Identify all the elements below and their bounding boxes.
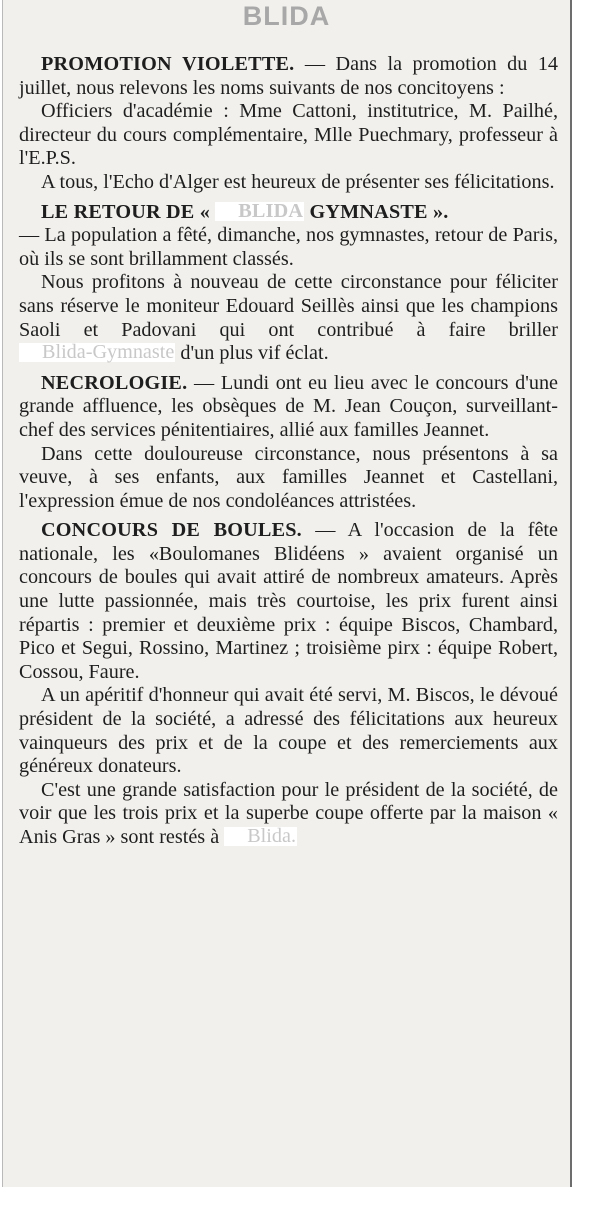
redacted-text: BLIDA (215, 202, 304, 221)
redacted-text: Blida. (224, 827, 297, 846)
article-kicker: PROMOTION VIOLETTE. (41, 53, 295, 75)
article-promotion (19, 53, 558, 100)
article-paragraph: A tous, l'Echo d'Alger est heureux de présenter ses félicitations. (41, 170, 555, 193)
article-paragraph: Dans cette douloureuse circonstance, nous présentons à sa veuve, à ses enfants, aux familles Jeannet et Castellani, l'expression émue de nos condoléances attristées. (19, 442, 558, 512)
article-retour (19, 201, 558, 225)
article-paragraph: — Lundi ont eu lieu avec le concours d'une grande affluence, les obsèques de M. Jean Couçon, surveillant-chef des services pénitentiaires, allié aux familles Jeannet. (19, 371, 558, 441)
section-heading: BLIDA (242, 1, 331, 31)
article-paragraph: Nous profitons à nouveau de cette circonstance pour féliciter sans réserve le moniteur Edouard Seillès ainsi que les champions Saoli et Padovani qui ont contribué à faire briller Blida-Gymnaste d'un plus vif éclat. (19, 271, 558, 365)
article-kicker: CONCOURS DE BOULES. (41, 519, 302, 542)
redacted-text: Blida-Gymnaste (19, 343, 175, 362)
article-text (3, 53, 570, 850)
article-paragraph: Officiers d'académie : Mme Cattoni, institutrice, M. Pailhé, directeur du cours complémentaire, Mlle Puechmary, professeur à l'E.P.S. (19, 100, 558, 170)
article-paragraph: C'est une grande satisfaction pour le président de la société, de voir que les trois prix et la superbe coupe offerte par la maison « Anis Gras » sont restés à Blida. (19, 778, 558, 848)
article-necrologie (19, 372, 558, 443)
article-kicker: NECROLOGIE. (41, 371, 188, 394)
article-paragraph: — A l'occasion de la fête nationale, les «Boulomanes Blidéens » avaient organisé un concours de boules qui avait attiré de nombreux amateurs. Après une lutte passionnée, mais très courtoise, les prix furent ainsi répartis : premier et deuxième prix : équipe Biscos, Chambard, Pico et Segui, Rossino, Martinez ; troisième pirx : équipe Robert, Cossou, Faure. (19, 519, 558, 683)
article-paragraph: — La population a fêté, dimanche, nos gymnastes, retour de Paris, où ils se sont brillamment classés. (19, 224, 558, 270)
article-boules (19, 519, 558, 684)
article-kicker: LE RETOUR DE « BLIDA GYMNASTE ». (41, 199, 449, 223)
article-paragraph: — Dans la promotion du 14 juillet, nous relevons les noms suivants de nos concitoyens : (19, 53, 559, 99)
article-paragraph: A un apéritif d'honneur qui avait été servi, M. Biscos, le dévoué président de la société, a adressé des félicitations aux heureux vainqueurs des prix et de la coupe et des remerciements aux généreux donateurs. (19, 684, 558, 778)
news-column (2, 0, 572, 1187)
